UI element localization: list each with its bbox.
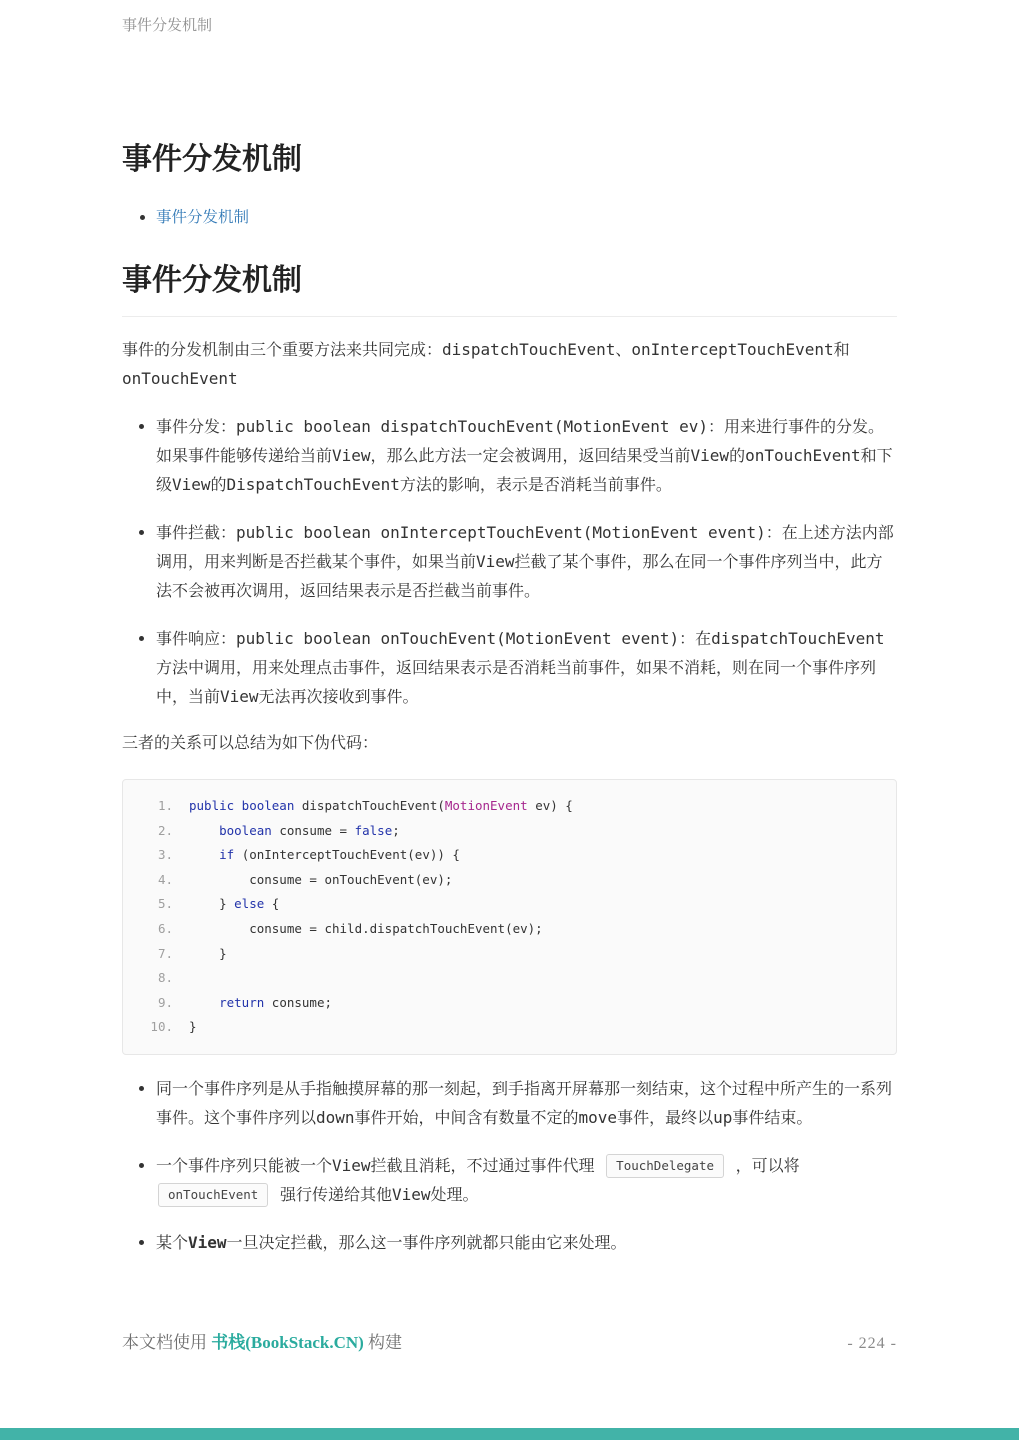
page-title: 事件分发机制 [122,143,302,176]
note-item-delegate: • 一个事件序列只能被一个View拦截且消耗，不过通过事件代理 TouchDelegate ，可以将 onTouchEvent 强行传递给其他View处理。 [156,1151,897,1209]
note-item-intercept: • 某个View一旦决定拦截，那么这一事件序列就都只能由它来处理。 [156,1228,897,1257]
running-header: 事件分发机制 [122,16,213,34]
code-line [139,794,880,819]
code-content: consume = child.dispatchTouchEvent(ev); [189,920,543,936]
code-line [139,1015,880,1040]
code-content: if (onInterceptTouchEvent(ev)) { [219,847,460,863]
line-number: 3. [157,847,173,863]
notes-list [122,1074,897,1257]
code-line [139,966,880,991]
code-content: boolean consume = false; [219,822,400,838]
code-content: } [189,1019,197,1035]
line-number: 7. [157,945,173,961]
method-definition-list [122,412,897,711]
code-line [139,942,880,967]
toc-link[interactable]: 事件分发机制 [156,208,250,226]
code-content: } else { [189,896,280,912]
section-divider [122,316,897,317]
footer-credit-suffix: 构建 [363,1333,403,1352]
line-number: 5. [157,896,173,912]
page-footer [122,1328,897,1353]
code-line [139,868,880,893]
line-number: 6. [157,920,173,936]
line-number: 1. [157,798,173,813]
pseudocode-intro: 三者的关系可以总结为如下伪代码： [122,733,379,752]
line-number: 4. [157,871,173,887]
code-line [139,892,880,917]
footer-credit [122,1328,402,1353]
code-line [139,991,880,1016]
code-line [139,819,880,844]
list-item-intercept: • 事件拦截：public boolean onInterceptTouchEvent(MotionEvent event)：在上述方法内部调用，用来判断是否拦截某个事件，如果当前View拦截了某个事件，那么在同一个事件序列当中，此方法不会被再次调用，返回结果表示是否拦截当前事件。 [156,518,897,605]
note-item-sequence: • 同一个事件序列是从手指触摸屏幕的那一刻起，到手指离开屏幕那一刻结束，这个过程中所产生的一系列事件。这个事件序列以down事件开始，中间含有数量不定的move事件，最终以up事件结束。 [156,1074,897,1132]
line-number: 8. [157,970,173,986]
code-line [139,843,880,868]
line-number: 10. [150,1019,173,1035]
bottom-accent-bar [0,1428,1019,1440]
toc-item [156,206,897,228]
line-number: 9. [157,994,173,1010]
list-item-ontouch: • 事件响应：public boolean onTouchEvent(MotionEvent event)：在dispatchTouchEvent方法中调用，用来处理点击事件，返回结果表示是否消耗当前事件，如果不消耗，则在同一个事件序列中，当前View无法再次接收到事件。 [156,624,897,711]
line-number: 2. [157,822,173,838]
toc-list [122,206,897,228]
code-block [122,779,897,1055]
code-content: consume = onTouchEvent(ev); [189,871,453,887]
footer-credit-prefix: 本文档使用 [122,1333,212,1352]
code-content: return consume; [219,994,332,1010]
code-line [139,917,880,942]
code-content: public boolean dispatchTouchEvent(MotionEvent ev) { [189,798,573,813]
section-title: 事件分发机制 [122,264,302,297]
bookstack-link[interactable]: 书栈(BookStack.CN) [211,1333,364,1352]
list-item-dispatch: • 事件分发：public boolean dispatchTouchEvent(MotionEvent ev)：用来进行事件的分发。如果事件能够传递给当前View，那么此方法一定会被调用，返回结果受当前View的onTouchEvent和下级View的DispatchTouchEvent方法的影响，表示是否消耗当前事件。 [156,412,897,499]
page-number: - 224 - [847,1335,897,1352]
code-content: } [189,945,227,961]
intro-paragraph: 事件的分发机制由三个重要方法来共同完成：dispatchTouchEvent、onInterceptTouchEvent和onTouchEvent [122,340,850,388]
